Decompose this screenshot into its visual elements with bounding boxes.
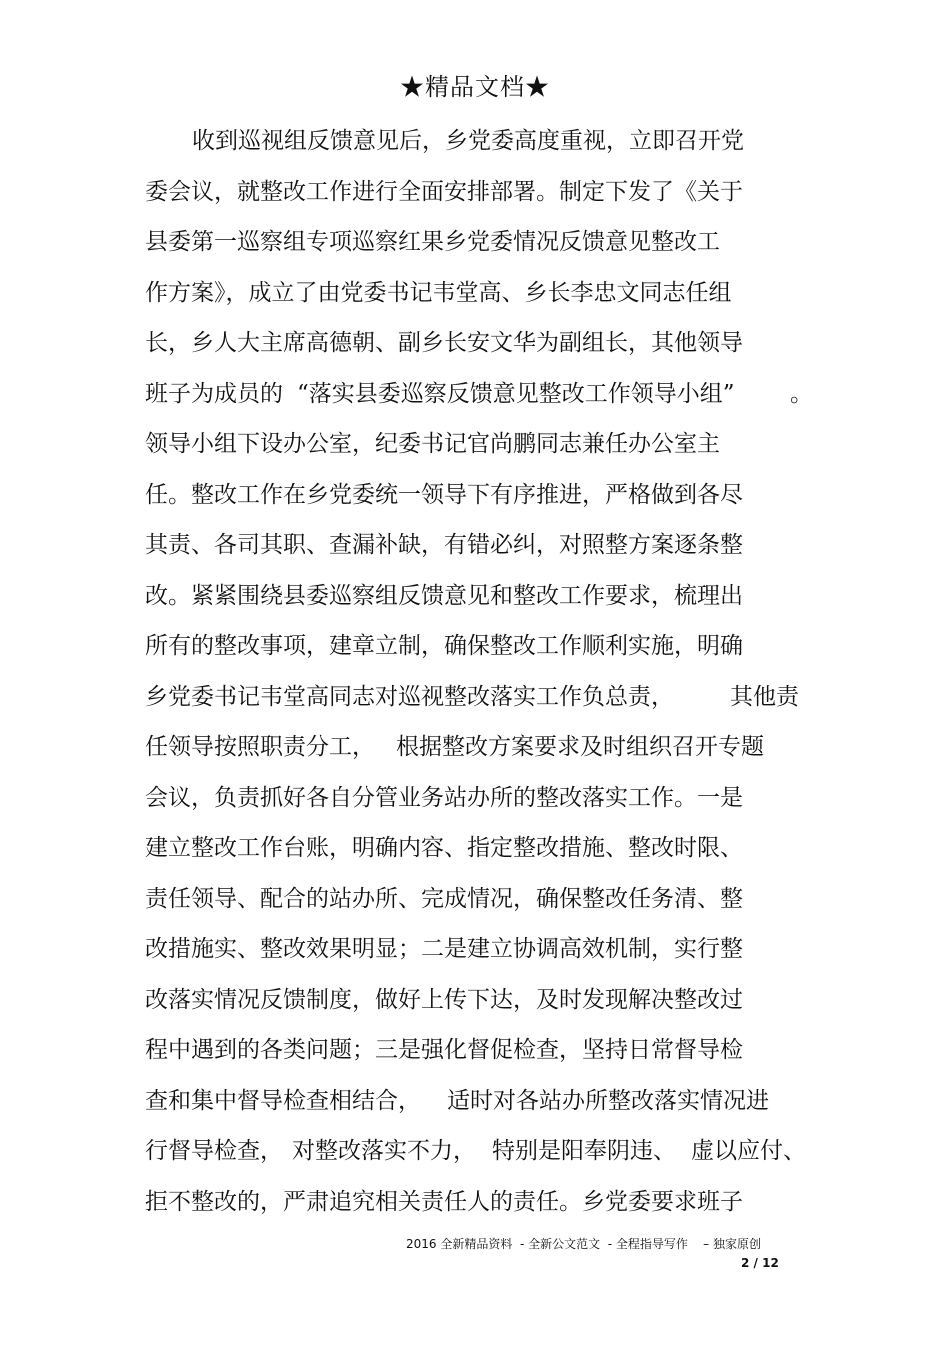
body-line-text: 任。整改工作在乡党委统一领导下有序推进，严格做到各尽 xyxy=(145,481,743,508)
body-line-text: 改措施实、整改效果明显；二是建立协调高效机制，实行整 xyxy=(145,936,743,962)
body-line-text: 查和集中督导检查相结合， xyxy=(145,1087,421,1114)
document-body xyxy=(0,124,950,1235)
body-line-text: 拒不整改的，严肃追究相关责任人的责任。乡党委要求班子 xyxy=(145,1188,743,1215)
body-line xyxy=(0,427,950,478)
body-line-text: “落实县委巡察反馈意见整改工作领导小组” xyxy=(297,380,735,407)
body-line-text: 程中遇到的各类问题；三是强化督促检查，坚持日常督导检 xyxy=(145,1037,743,1063)
body-line xyxy=(0,1134,950,1185)
page-header-title: ★精品文档★ xyxy=(400,73,550,101)
body-line-text: 。 xyxy=(790,380,813,407)
body-line-text: 作方案》，成立了由党委书记韦堂高、乡长李忠文同志任组 xyxy=(145,279,732,306)
body-line xyxy=(0,680,950,731)
body-line-text: 会议，负责抓好各自分管业务站办所的整改落实工作。一是 xyxy=(145,784,743,811)
body-line-text: 长，乡人大主席高德朝、副乡长安文华为副组长，其他领导 xyxy=(145,330,743,356)
body-line-text: 对整改落实不力， xyxy=(292,1138,476,1164)
body-line xyxy=(0,730,950,781)
body-line-text: 特别是阳奉阴违、 xyxy=(492,1138,676,1164)
body-line-text: 其责、各司其职、查漏补缺，有错必纠，对照整方案逐条整 xyxy=(145,532,743,558)
body-line xyxy=(0,326,950,377)
body-line xyxy=(0,225,950,276)
body-line xyxy=(0,1185,950,1236)
body-line-text: 任领导按照职责分工， xyxy=(145,734,375,760)
body-line-text: 根据整改方案要求及时组织召开专题 xyxy=(396,734,764,760)
body-line xyxy=(0,276,950,327)
body-line xyxy=(0,377,950,428)
footer-note: 2016 全新精品资料 - 全新公文范文 - 全程指导写作 – 独家原创 xyxy=(406,1237,761,1251)
body-line xyxy=(0,831,950,882)
body-line xyxy=(0,882,950,933)
body-line xyxy=(0,478,950,529)
body-line-text: 收到巡视组反馈意见后，乡党委高度重视，立即召开党 xyxy=(192,128,744,154)
body-line-text: 责任领导、配合的站办所、完成情况，确保整改任务清、整 xyxy=(145,885,743,912)
body-line-text: 改落实情况反馈制度，做好上传下达，及时发现解决整改过 xyxy=(145,986,743,1013)
body-line xyxy=(0,528,950,579)
body-line-text: 虚以应付、 xyxy=(691,1138,806,1164)
body-line-text: 所有的整改事项，建章立制，确保整改工作顺利实施，明确 xyxy=(145,633,743,659)
body-line-text: 适时对各站办所整改落实情况进 xyxy=(447,1087,769,1114)
body-line xyxy=(0,1033,950,1084)
page-number: 2 / 12 xyxy=(741,1256,779,1270)
body-line-text: 其他责 xyxy=(730,683,799,710)
body-line xyxy=(0,932,950,983)
body-line-text: 县委第一巡察组专项巡察红果乡党委情况反馈意见整改工 xyxy=(145,229,720,255)
body-line xyxy=(0,629,950,680)
body-line-text: 班子为成员的 xyxy=(145,380,283,407)
body-line-text: 委会议，就整改工作进行全面安排部署。制定下发了《关于 xyxy=(145,178,743,205)
body-line-text: 行督导检查， xyxy=(145,1138,283,1164)
body-line xyxy=(0,983,950,1034)
body-line-text: 建立整改工作台账，明确内容、指定整改措施、整改时限、 xyxy=(145,835,743,861)
body-line xyxy=(0,781,950,832)
body-line xyxy=(0,1084,950,1135)
body-line-text: 乡党委书记韦堂高同志对巡视整改落实工作负总责， xyxy=(145,683,674,710)
body-line xyxy=(0,579,950,630)
body-line xyxy=(0,124,950,175)
body-line-text: 领导小组下设办公室，纪委书记官尚鹏同志兼任办公室主 xyxy=(145,431,720,457)
body-line xyxy=(0,175,950,226)
body-line-text: 改。紧紧围绕县委巡察组反馈意见和整改工作要求，梳理出 xyxy=(145,582,743,609)
